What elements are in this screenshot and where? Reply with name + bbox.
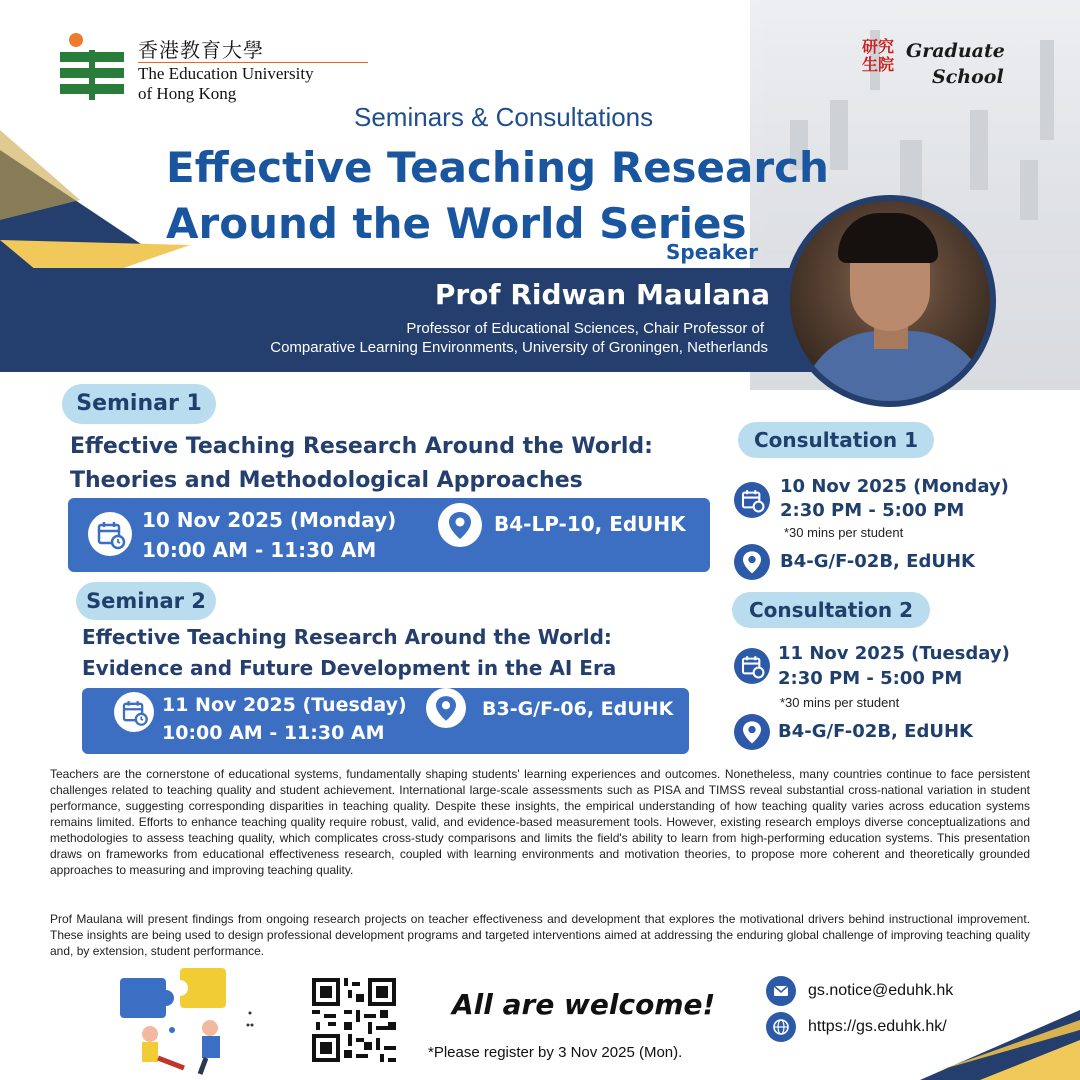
logo-english-name-line2: of Hong Kong (138, 84, 237, 103)
eduhk-logo[interactable] (60, 28, 320, 108)
contact-website[interactable]: https://gs.eduhk.hk/ (808, 1018, 947, 1035)
speaker-role-line1: Professor of Educational Sciences, Chair Professor of (406, 320, 764, 337)
email-icon (766, 976, 796, 1006)
seminar-2-venue: B3-G/F-06, EdUHK (482, 698, 674, 720)
consultation-2-label: Consultation 2 (732, 592, 930, 628)
calendar-icon (734, 482, 770, 518)
all-welcome-heading: All are welcome! (452, 988, 716, 1021)
puzzle-people-illustration (110, 968, 270, 1076)
graduate-school-line2: School (932, 66, 1004, 88)
event-title-line2: Around the World Series (166, 199, 747, 248)
seminar-2-details (82, 688, 689, 754)
logo-divider (138, 62, 368, 63)
contact-email[interactable]: gs.notice@eduhk.hk (808, 982, 954, 999)
consultation-1-label: Consultation 1 (738, 422, 934, 458)
consultation-1-venue: B4-G/F-02B, EdUHK (780, 551, 975, 572)
seminar-2-label: Seminar 2 (76, 582, 216, 620)
consultation-2-note: *30 mins per student (780, 695, 900, 710)
seminar-1-time: 10:00 AM - 11:30 AM (142, 538, 377, 562)
speaker-label: Speaker (666, 240, 758, 264)
location-pin-icon (426, 688, 466, 728)
registration-deadline: *Please register by 3 Nov 2025 (Mon). (428, 1044, 683, 1061)
eduhk-emblem-icon (60, 32, 128, 102)
logo-chinese-name: 香港教育大學 (138, 38, 264, 62)
logo-english-name-line1: The Education University (138, 64, 314, 83)
seminar-2-time: 10:00 AM - 11:30 AM (162, 722, 385, 744)
seminar-1-title: Effective Teaching Research Around the World: Theories and Methodological Approaches (70, 434, 653, 493)
seminar-1-date: 10 Nov 2025 (Monday) (142, 508, 397, 532)
speaker-role-line2: Comparative Learning Environments, University of Groningen, Netherlands (270, 339, 768, 356)
event-subtitle: Seminars & Consultations (354, 102, 654, 132)
speaker-photo (784, 195, 996, 407)
seminar-1-details (68, 498, 710, 572)
qr-code-icon[interactable] (308, 974, 400, 1066)
event-title-line1: Effective Teaching Research (166, 143, 829, 192)
calendar-icon (734, 648, 770, 684)
globe-icon (766, 1012, 796, 1042)
speaker-name: Prof Ridwan Maulana (434, 278, 770, 311)
consultation-2-venue: B4-G/F-02B, EdUHK (778, 721, 973, 742)
graduate-school-seal: 研究生院 (862, 37, 895, 74)
consultation-1-time: 2:30 PM - 5:00 PM (780, 500, 965, 521)
location-pin-icon (734, 544, 770, 580)
calendar-icon (114, 692, 154, 732)
abstract-paragraph-2: Prof Maulana will present findings from ongoing research projects on teacher effectiveness and development that explores the motivational drivers behind instructional improvement. These insights are being used to design professional development programs and targeted interventions aimed at addressing the enduring global challenge of improving teaching quality and, by extension, student performance. (50, 912, 1030, 958)
seminar-2-date: 11 Nov 2025 (Tuesday) (162, 694, 407, 716)
event-title (166, 140, 886, 252)
seminar-1-venue: B4-LP-10, EdUHK (494, 512, 686, 536)
location-pin-icon (734, 714, 770, 750)
consultation-1-date: 10 Nov 2025 (Monday) (780, 476, 1009, 497)
seminar-1-label: Seminar 1 (62, 384, 216, 424)
consultation-2-time: 2:30 PM - 5:00 PM (778, 668, 963, 689)
consultation-1-note: *30 mins per student (784, 525, 904, 540)
location-pin-icon (438, 503, 482, 547)
graduate-school-line1: Graduate (906, 40, 1005, 62)
graduate-school-logo[interactable] (862, 38, 1022, 98)
abstract-paragraph-1: Teachers are the cornerstone of educational systems, fundamentally shaping students' learning experiences and outcomes. Nonetheless, many countries continue to face persistent challenges related to teaching quality and student achievement. International large-scale assessments such as PISA and TIMSS reveal substantial cross-national variation in student performance, suggesting corresponding disparities in teaching quality. Despite these insights, the empirical understanding of how teaching quality varies across education systems remains limited. Efforts to enhance teaching quality require robust, valid, and evidence-based measurement tools. However, existing research employs diverse conceptualizations and methodologies to assess teaching quality, which complicates cross-study comparisons and limits the field's ability to learn from high-performing education systems. This presentation draws on frameworks from educational effectiveness research, coupled with learning environments and motivation theories, to propose more coherent and theoretically grounded approaches to measuring and improving teaching quality. (50, 767, 1030, 877)
seminar-2-title: Effective Teaching Research Around the World: Evidence and Future Development in the AI Era (82, 625, 617, 680)
consultation-2-date: 11 Nov 2025 (Tuesday) (778, 643, 1010, 664)
calendar-icon (88, 512, 132, 556)
